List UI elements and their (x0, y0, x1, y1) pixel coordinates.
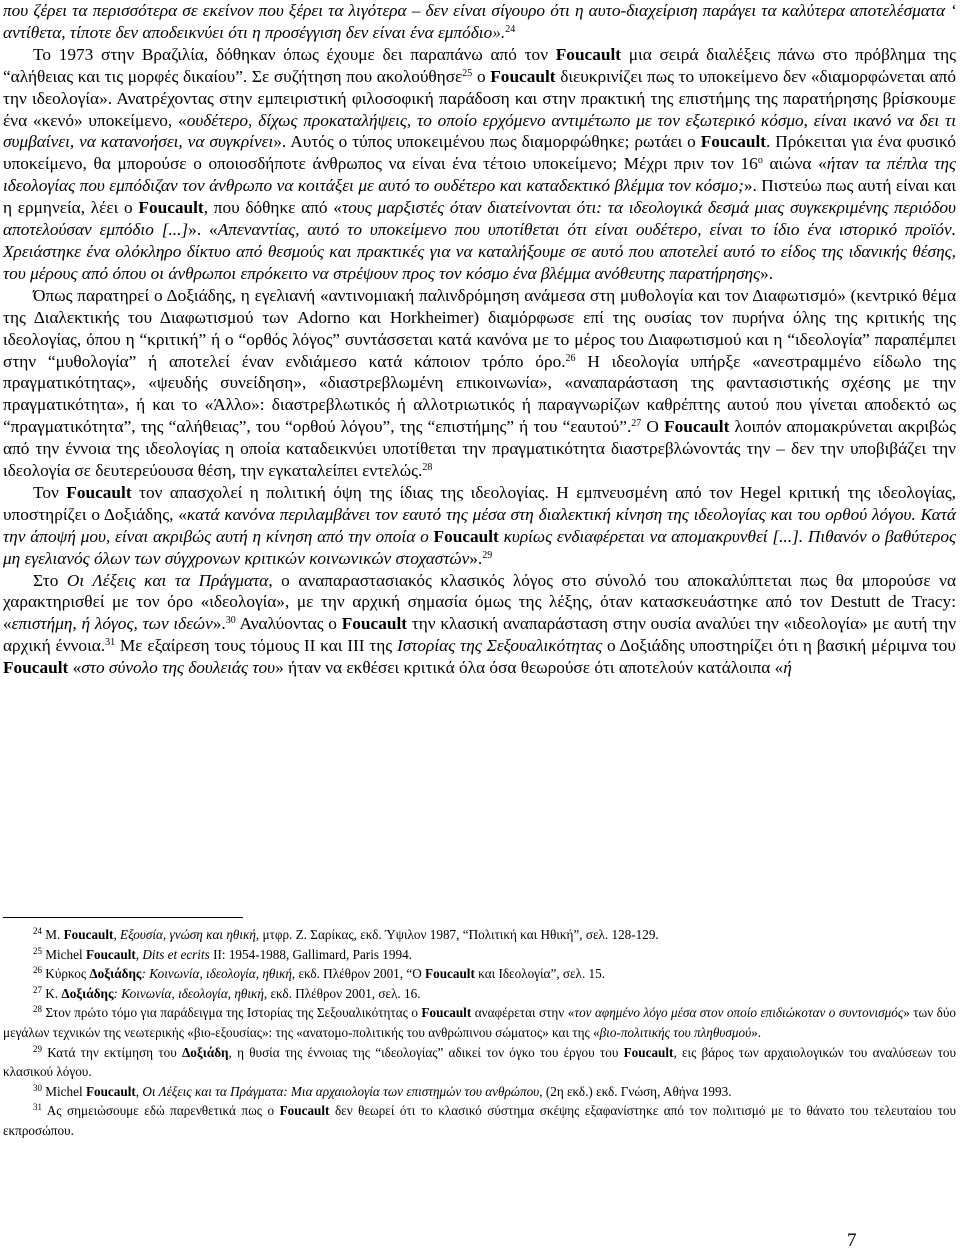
footnote-number: 26 (33, 965, 42, 976)
footnote-number: 29 (33, 1043, 42, 1054)
book-title: Ιστορίας της Σεξουαλικότητας (396, 636, 603, 656)
text-run: Κ. (45, 985, 62, 1001)
footnote-number: 30 (33, 1082, 42, 1093)
text-run: ». (212, 614, 226, 634)
ordinal-superscript: ο (757, 155, 763, 167)
text-run: ο Δοξιάδης υποστηρίζει ότι η βασική μέριμνα του (602, 636, 956, 656)
author-name: Foucault (341, 614, 408, 634)
paragraph-1 (3, 0, 956, 44)
author-name: Δοξιάδης (89, 966, 142, 982)
author-name: Δοξιάδη (182, 1044, 229, 1060)
footnote-ref-29[interactable]: 29 (482, 549, 493, 561)
text-run: αιώνα « (762, 154, 827, 174)
italic-quote: τον αφημένο λόγο μέσα στον οποίο επιδιώκοταν ο συντονισμός (574, 1005, 904, 1021)
text-run: ». (469, 548, 483, 568)
text-run: αναφέρεται στην « (471, 1005, 575, 1021)
italic-quote: επιστήμη, ή λόγος, των ιδεών (11, 614, 213, 634)
book-title: Οι Λέξεις και τα Πράγματα (66, 570, 269, 590)
footnote-28 (3, 1003, 956, 1042)
text-run: Michel (42, 1083, 86, 1099)
text-run: , η θυσία της έννοιας της “ιδεολογίας” αδικεί τον όγκο του έργου του (228, 1044, 624, 1060)
italic-quote: τους μαρξιστές όταν διατείνονται ότι: τα ιδεολογικά δεσμά μιας συγκεκριμένης περιόδου αποτελούσαν εμπόδιο [...] (3, 198, 956, 240)
footnote-number: 25 (33, 945, 42, 956)
text-run: ». Αυτός ο τύπος υποκειμένου πως διαμορφώθηκε; ρωτάει ο (273, 132, 701, 152)
footnote-separator (3, 917, 243, 918)
text-run: Με εξαίρεση τους τόμους ΙΙ και ΙΙΙ της (115, 636, 397, 656)
text-run: Στον πρώτο τόμο για παράδειγμα της Ιστορίας της Σεξουαλικότητας ο (42, 1005, 422, 1021)
author-name: Foucault (425, 966, 475, 982)
text-run: ο (472, 66, 491, 86)
main-text (3, 0, 956, 679)
footnote-25 (3, 945, 956, 965)
italic-quote: βιο-πολιτικής του πληθυσμού (599, 1024, 752, 1040)
text-run: Ας σημειώσουμε εδώ παρενθετικά πως ο (42, 1103, 280, 1119)
text-run: διευκρινίζει πως το υποκείμενο δεν «διαμορφώνεται από την ιδεολογία». Ανατρέχοντας στην εμπειριστική φιλοσοφική παράδοση και στην πρακτική της επιστήμης της παρατήρησης βρίσκουμε ένα «κενό» υποκείμενο, « (3, 66, 956, 130)
text-run: ». Πιστεύω πως αυτή είναι και η ερμηνεία, λέει ο (3, 176, 956, 218)
text-run: ». (751, 1024, 762, 1040)
footnote-ref-25[interactable]: 25 (462, 67, 473, 79)
text-run: , εκδ. Πλέθρον 2001, σελ. 16. (263, 985, 421, 1001)
page-number: 7 (847, 1230, 857, 1251)
footnote-24 (3, 925, 956, 945)
footnote-26 (3, 964, 956, 984)
footnote-31 (3, 1101, 956, 1140)
author-name: Foucault (3, 658, 69, 678)
book-title: : Κοινωνία, ιδεολογία, ηθική (113, 985, 264, 1001)
book-title: , Οι Λέξεις και τα Πράγματα: Μια αρχαιολογία των επιστημών του ανθρώπου (135, 1083, 540, 1099)
text-run: λοιπόν απομακρύνεται ακριβώς από την έννοια της ιδεολογίας η οποία καταδεικνύει υποτίθεται την πραγματικότητα διαστρεβλώνοντάς την – δεν την υποβιβάζει την ιδεολογία σε δευτερεύουσα θέση, την εγκαταλείπει εντελώς. (3, 417, 957, 481)
book-title: : Κοινωνία, ιδεολογία, ηθική (141, 966, 292, 982)
text-run: Μ. (45, 927, 64, 942)
text-run: , εις βάρος των αρχαιολογικών του αναλύσεων του κλασικού λόγου. (3, 1044, 956, 1080)
text-run: την κλασική αναπαράσταση στην ουσία αναλύει την «ιδεολογία» με αυτή την αρχική έννοια. (3, 614, 957, 656)
footnote-ref-28[interactable]: 28 (422, 462, 433, 474)
text-run: II: 1954-1988, Gallimard, Paris 1994. (209, 946, 412, 962)
footnotes (3, 925, 956, 1141)
text-run: Ο (641, 417, 665, 437)
text-run: , ο αναπαραστασιακός κλασικός λόγος στο σύνολό του αποκαλύπτεται πως θα μπορούσε να χαρακτηρισθεί με τον όρο «ιδεολογία», με την αρχική σημασία όμως της λέξης, όταν κατασκευάστηκε από τον Destutt de Tracy: « (3, 570, 957, 634)
italic-quote: στο σύνολο της δουλειάς του (81, 658, 276, 678)
footnote-27 (3, 984, 956, 1004)
author-name: Foucault (279, 1103, 330, 1119)
author-name: Δοξιάδης (61, 985, 114, 1001)
text-run: Όπως παρατηρεί ο Δοξιάδης, η εγελιανή «αντινομιακή παλινδρόμηση ανάμεσα στη μυθολογία και τον Διαφωτισμό» (κεντρικό θέμα της Διαλεκτικής του Διαφωτισμού των Adorno και Horkheimer) διαμόρφωσε επί της ουσίας τον πυρήνα όλης της κριτικής της ιδεολογίας, όπου η “κριτική” ή ο “ορθός λόγος” συντάσσεται κατά κανόνα με το μέρος του Διαφωτισμού και η “ιδεολογία” παραπέμπει στην “μυθολογία” ή αποτελεί έναν ενδιάμεσο κατά κάποιον τρόπο όρο. (3, 285, 956, 371)
text-run: Τον (33, 482, 67, 502)
author-name: Foucault (490, 66, 556, 86)
paragraph-3 (3, 285, 956, 482)
footnote-number: 31 (33, 1102, 42, 1113)
author-name: Foucault (555, 44, 622, 64)
footnote-30 (3, 1082, 956, 1102)
text-run: « (68, 658, 82, 678)
text-run: Michel (45, 946, 86, 962)
text-run: Αναλύοντας ο (235, 614, 342, 634)
footnote-29 (3, 1043, 956, 1082)
author-name: Foucault (700, 132, 767, 152)
book-title: , Dits et ecrits (135, 946, 210, 962)
footnote-ref-26[interactable]: 26 (565, 352, 576, 364)
author-name: Foucault (138, 198, 204, 218)
text-run: , μτφρ. Ζ. Σαρίκας, εκδ. Ύψιλον 1987, “Πολιτική και Ηθική”, σελ. 128-129. (255, 927, 659, 942)
italic-quote: ουδέτερο, δίχως προκαταλήψεις, το οποίο ερχόμενο αντιμέτωπο με τον εξωτερικό κόσμο, είναι ικανό να δει τι συμβαίνει, να κατανοήσει, να συγκρίνει (3, 110, 956, 152)
footnote-ref-30[interactable]: 30 (225, 615, 236, 627)
italic-quote: κυρίως ενδιαφέρεται να απομακρυνθεί [...]. Πιθανόν ο βαθύτερος μη εγελιανός όλων των σύγχρονων κριτικών κοινωνικών στοχαστών (3, 526, 956, 568)
paragraph-2 (3, 44, 956, 285)
italic-quote: Απεναντίας, αυτό το υποκείμενο που υποτίθεται ότι είναι ουδέτερο, είναι το ίδιο ένα ιστορικό προϊόν. Χρειάστηκε ένα ολόκληρο δίκτυο από θεσμούς και πρακτικές για να καταλήξουμε σε αυτό που αποτελεί αυτό το είδος της ιδανικής θέσης, του μέρους από όπου οι άνθρωποι επρόκειτο να στρέψουν προς τον κόσμο ένα βλέμμα ανόθευτης παρατήρησης (3, 220, 957, 283)
footnote-number: 28 (33, 1004, 42, 1015)
text-run: , (2η εκδ.) εκδ. Γνώση, Αθήνα 1993. (539, 1083, 732, 1099)
text-run: και Ιδεολογία”, σελ. 15. (474, 966, 606, 982)
author-name: Foucault (664, 417, 730, 437)
text-run: μια σειρά διαλέξεις πάνω στο πρόβλημα της “αλήθειας και τις μορφές δικαίου”. Σε συζήτηση που ακολούθησε (3, 44, 957, 86)
paragraph-4 (3, 482, 956, 570)
text-run: Κύρκος (45, 966, 90, 982)
author-name: Foucault (66, 482, 132, 502)
book-title: , Εξουσία, γνώση και ηθική (113, 927, 256, 942)
text-run: » των δύο μεγάλων τεχνικών της νεωτερικής «βιο-εξουσίας»: της «ανατομο-πολιτικής του ανθρώπινου σώματος» και της « (3, 1005, 957, 1040)
text-run: Κατά την εκτίμηση του (42, 1044, 182, 1060)
author-name: Foucault (85, 946, 136, 962)
author-name: Foucault (433, 526, 499, 546)
author-name: Foucault (623, 1044, 674, 1060)
italic-quote: ήταν τα πέπλα της ιδεολογίας που εμπόδιζαν τον άνθρωπο να κοιτάξει με αυτό το ουδέτερο και καταδεκτικό βλέμμα τον κόσμο; (3, 154, 956, 196)
footnote-number: 27 (33, 984, 42, 995)
text-run: , εκδ. Πλέθρον 2001, “Ο (291, 966, 426, 982)
text-run: . Πρόκειται για ένα φυσικό υποκείμενο, θα μπορούσε ο οποιοσδήποτε άνθρωπος να είναι ένα τέτοιο υποκείμενο; Μέχρι πριν τον 16 (3, 132, 956, 174)
author-name: Foucault (85, 1083, 136, 1099)
text-run: Η ιδεολογία υπήρξε «ανεστραμμένο είδωλο της πραγματικότητας», «ψευδής συνείδηση», «διαστρεβλωμένη επικοινωνία», «αναπαράσταση της φαντασιστικής σχέσης με την πραγματικότητα», ή και το «Άλλο»: διαστρεβλωτικός ή αλλοτριωτικός ή παραγνωρίζων καθρέπτης αυτού που γίνεται αποδεκτό ως “πραγματικότητα”, της “αλήθειας”, του “ορθού λόγου”, της “επιστήμης” ή του “εαυτού”. (3, 351, 956, 437)
text-run: Στο (33, 570, 67, 590)
author-name: Foucault (63, 927, 114, 942)
footnote-ref-27[interactable]: 27 (631, 418, 642, 430)
author-name: Foucault (421, 1005, 472, 1021)
footnote-ref-31[interactable]: 31 (105, 637, 116, 649)
italic-quote: που ζέρει τα περισσότερα σε εκείνον που ξέρει τα λιγότερα – δεν είναι σίγουρο ότι η αυτο-διαχείριση παράγει τα καλύτερα αποτελέσματα ‘ αντίθετα, τίποτε δεν αποδεικνύει ότι η προσέγγιση δεν είναι ένα εμπόδιο». (3, 1, 956, 42)
text-run: Το 1973 στην Βραζιλία, δόθηκαν όπως έχουμε δει παραπάνω από τον (33, 44, 556, 64)
text-run: ». (760, 263, 774, 283)
italic-quote: ή (783, 658, 792, 678)
paragraph-5 (3, 570, 956, 680)
italic-quote: κατά κανόνα περιλαμβάνει τον εαυτό της μέσα στη διαλεκτική κίνηση της ιδεολογίας και του ορθού λόγου. Κατά την άποψή μου, είναι ακριβώς αυτή η κίνηση από την οποία ο (3, 504, 956, 546)
footnote-ref-24[interactable]: 24 (505, 23, 516, 35)
footnote-number: 24 (33, 926, 42, 936)
text-run: τον απασχολεί η πολιτική όψη της ίδιας της ιδεολογίας. Η εμπνευσμένη από τον Hegel κριτική της ιδεολογίας, υποστηρίζει ο Δοξιάδης, « (3, 482, 957, 524)
text-run: » ήταν να εκθέσει κριτικά όλα όσα θεωρούσε ότι αποτελούν κατάλοιπα « (275, 658, 784, 678)
text-run: δεν θεωρεί ότι το κλασικό σύστημα σκέψης εξαφανίστηκε από τον πολιτισμό με το θάνατο του τελευταίου του εκπροσώπου. (3, 1103, 956, 1138)
text-run: ». « (188, 220, 218, 240)
text-run: , που δόθηκε από « (203, 198, 342, 218)
